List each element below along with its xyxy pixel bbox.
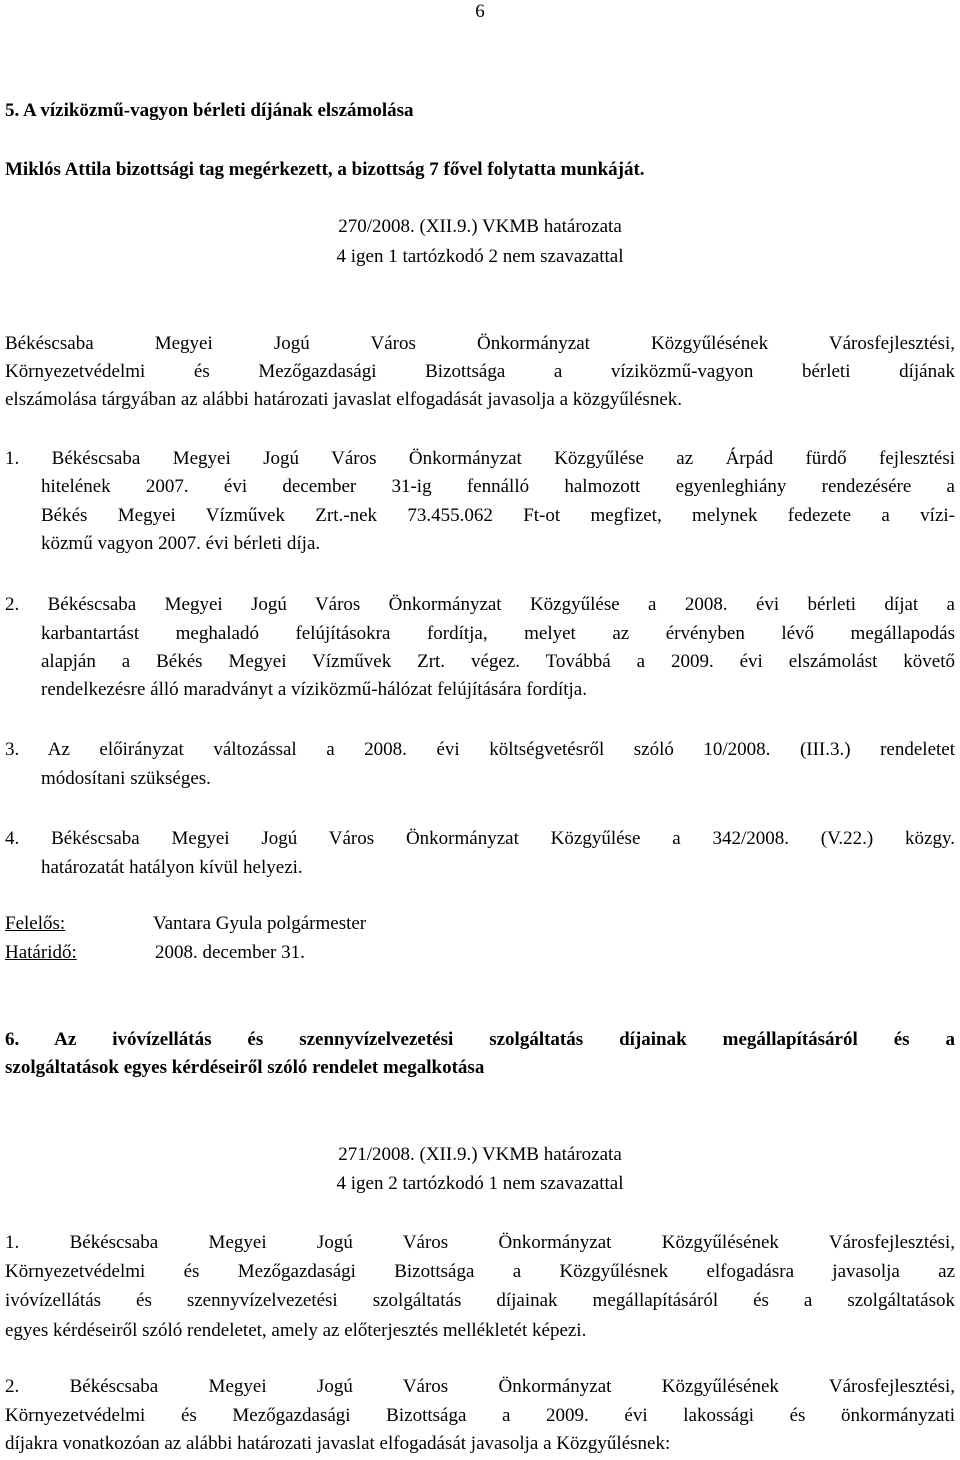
item-4-line: határozatát hatályon kívül helyezi. [41, 857, 303, 878]
resolution-271-title: 271/2008. (XII.9.) VKMB határozata [338, 1144, 622, 1165]
deadline-value: 2008. december 31. [155, 942, 305, 963]
item-1-line: 1. Békéscsaba Megyei Jogú Város Önkormányzat Közgyűlése az Árpád fürdő fejlesztési [5, 448, 955, 469]
intro-line: Békéscsaba Megyei Jogú Város Önkormányzat Közgyűlésének Városfejlesztési, [5, 333, 955, 354]
page-number: 6 [475, 1, 485, 22]
item-2-line: karbantartást meghaladó felújításokra fordítja, melyet az érvényben lévő megállapodás [41, 623, 955, 644]
resolution-270-vote: 4 igen 1 tartózkodó 2 nem szavazattal [336, 246, 624, 267]
item-1-line: hitelének 2007. évi december 31-ig fennálló halmozott egyenleghiány rendezésére a [41, 476, 955, 497]
section-6-heading-line: szolgáltatások egyes kérdéseiről szóló rendelet megalkotása [5, 1057, 485, 1078]
s6-item-1-line: Környezetvédelmi és Mezőgazdasági Bizottsága a Közgyűlésnek elfogadásra javasolja az [5, 1261, 955, 1282]
resolution-271-vote: 4 igen 2 tartózkodó 1 nem szavazattal [336, 1173, 624, 1194]
resolution-270-title: 270/2008. (XII.9.) VKMB határozata [338, 216, 622, 237]
section-5-heading: 5. A víziközmű-vagyon bérleti díjának elszámolása [5, 100, 414, 121]
item-2-line: rendelkezésre álló maradványt a víziközmű-hálózat felújítására fordítja. [41, 679, 587, 700]
item-3-line: 3. Az előirányzat változással a 2008. évi költségvetésről szóló 10/2008. (III.3.) rendeletet [5, 739, 955, 760]
item-4-line: 4. Békéscsaba Megyei Jogú Város Önkormányzat Közgyűlése a 342/2008. (V.22.) közgy. [5, 828, 955, 849]
section-6-heading-line: 6. Az ivóvízellátás és szennyvízelvezetési szolgáltatás díjainak megállapításáról és a [5, 1029, 955, 1050]
intro-line: Környezetvédelmi és Mezőgazdasági Bizottsága a víziközmű-vagyon bérleti díjának [5, 361, 955, 382]
intro-line: elszámolása tárgyában az alábbi határozati javaslat elfogadását javasolja a közgyűlésnek. [5, 389, 683, 410]
s6-item-1-line: 1. Békéscsaba Megyei Jogú Város Önkormányzat Közgyűlésének Városfejlesztési, [5, 1232, 955, 1253]
s6-item-2-line: 2. Békéscsaba Megyei Jogú Város Önkormányzat Közgyűlésének Városfejlesztési, [5, 1376, 955, 1397]
item-1-line: közmű vagyon 2007. évi bérleti díja. [41, 533, 321, 554]
s6-item-1-line: egyes kérdéseiről szóló rendeletet, amely az előterjesztés mellékletét képezi. [5, 1320, 587, 1341]
s6-item-2-line: Környezetvédelmi és Mezőgazdasági Bizottsága a 2009. évi lakossági és önkormányzati [5, 1405, 955, 1426]
item-2-line: 2. Békéscsaba Megyei Jogú Város Önkormányzat Közgyűlése a 2008. évi bérleti díjat a [5, 594, 955, 615]
deadline-label: Határidő: [5, 942, 77, 963]
item-2-line: alapján a Békés Megyei Vízművek Zrt. végez. Továbbá a 2009. évi elszámolást követő [41, 651, 955, 672]
item-1-line: Békés Megyei Vízművek Zrt.-nek 73.455.062 Ft-ot megfizet, melynek fedezete a vízi- [41, 505, 955, 526]
responsible-label: Felelős: [5, 913, 66, 934]
arrival-note: Miklós Attila bizottsági tag megérkezett, a bizottság 7 fővel folytatta munkáját. [5, 159, 645, 180]
s6-item-2-line: díjakra vonatkozóan az alábbi határozati javaslat elfogadását javasolja a Közgyűlésnek: [5, 1433, 671, 1454]
responsible-value: Vantara Gyula polgármester [153, 913, 367, 934]
item-3-line: módosítani szükséges. [41, 768, 211, 789]
s6-item-1-line: ivóvízellátás és szennyvízelvezetési szolgáltatás díjainak megállapításáról és a szolgáltatások [5, 1290, 955, 1311]
